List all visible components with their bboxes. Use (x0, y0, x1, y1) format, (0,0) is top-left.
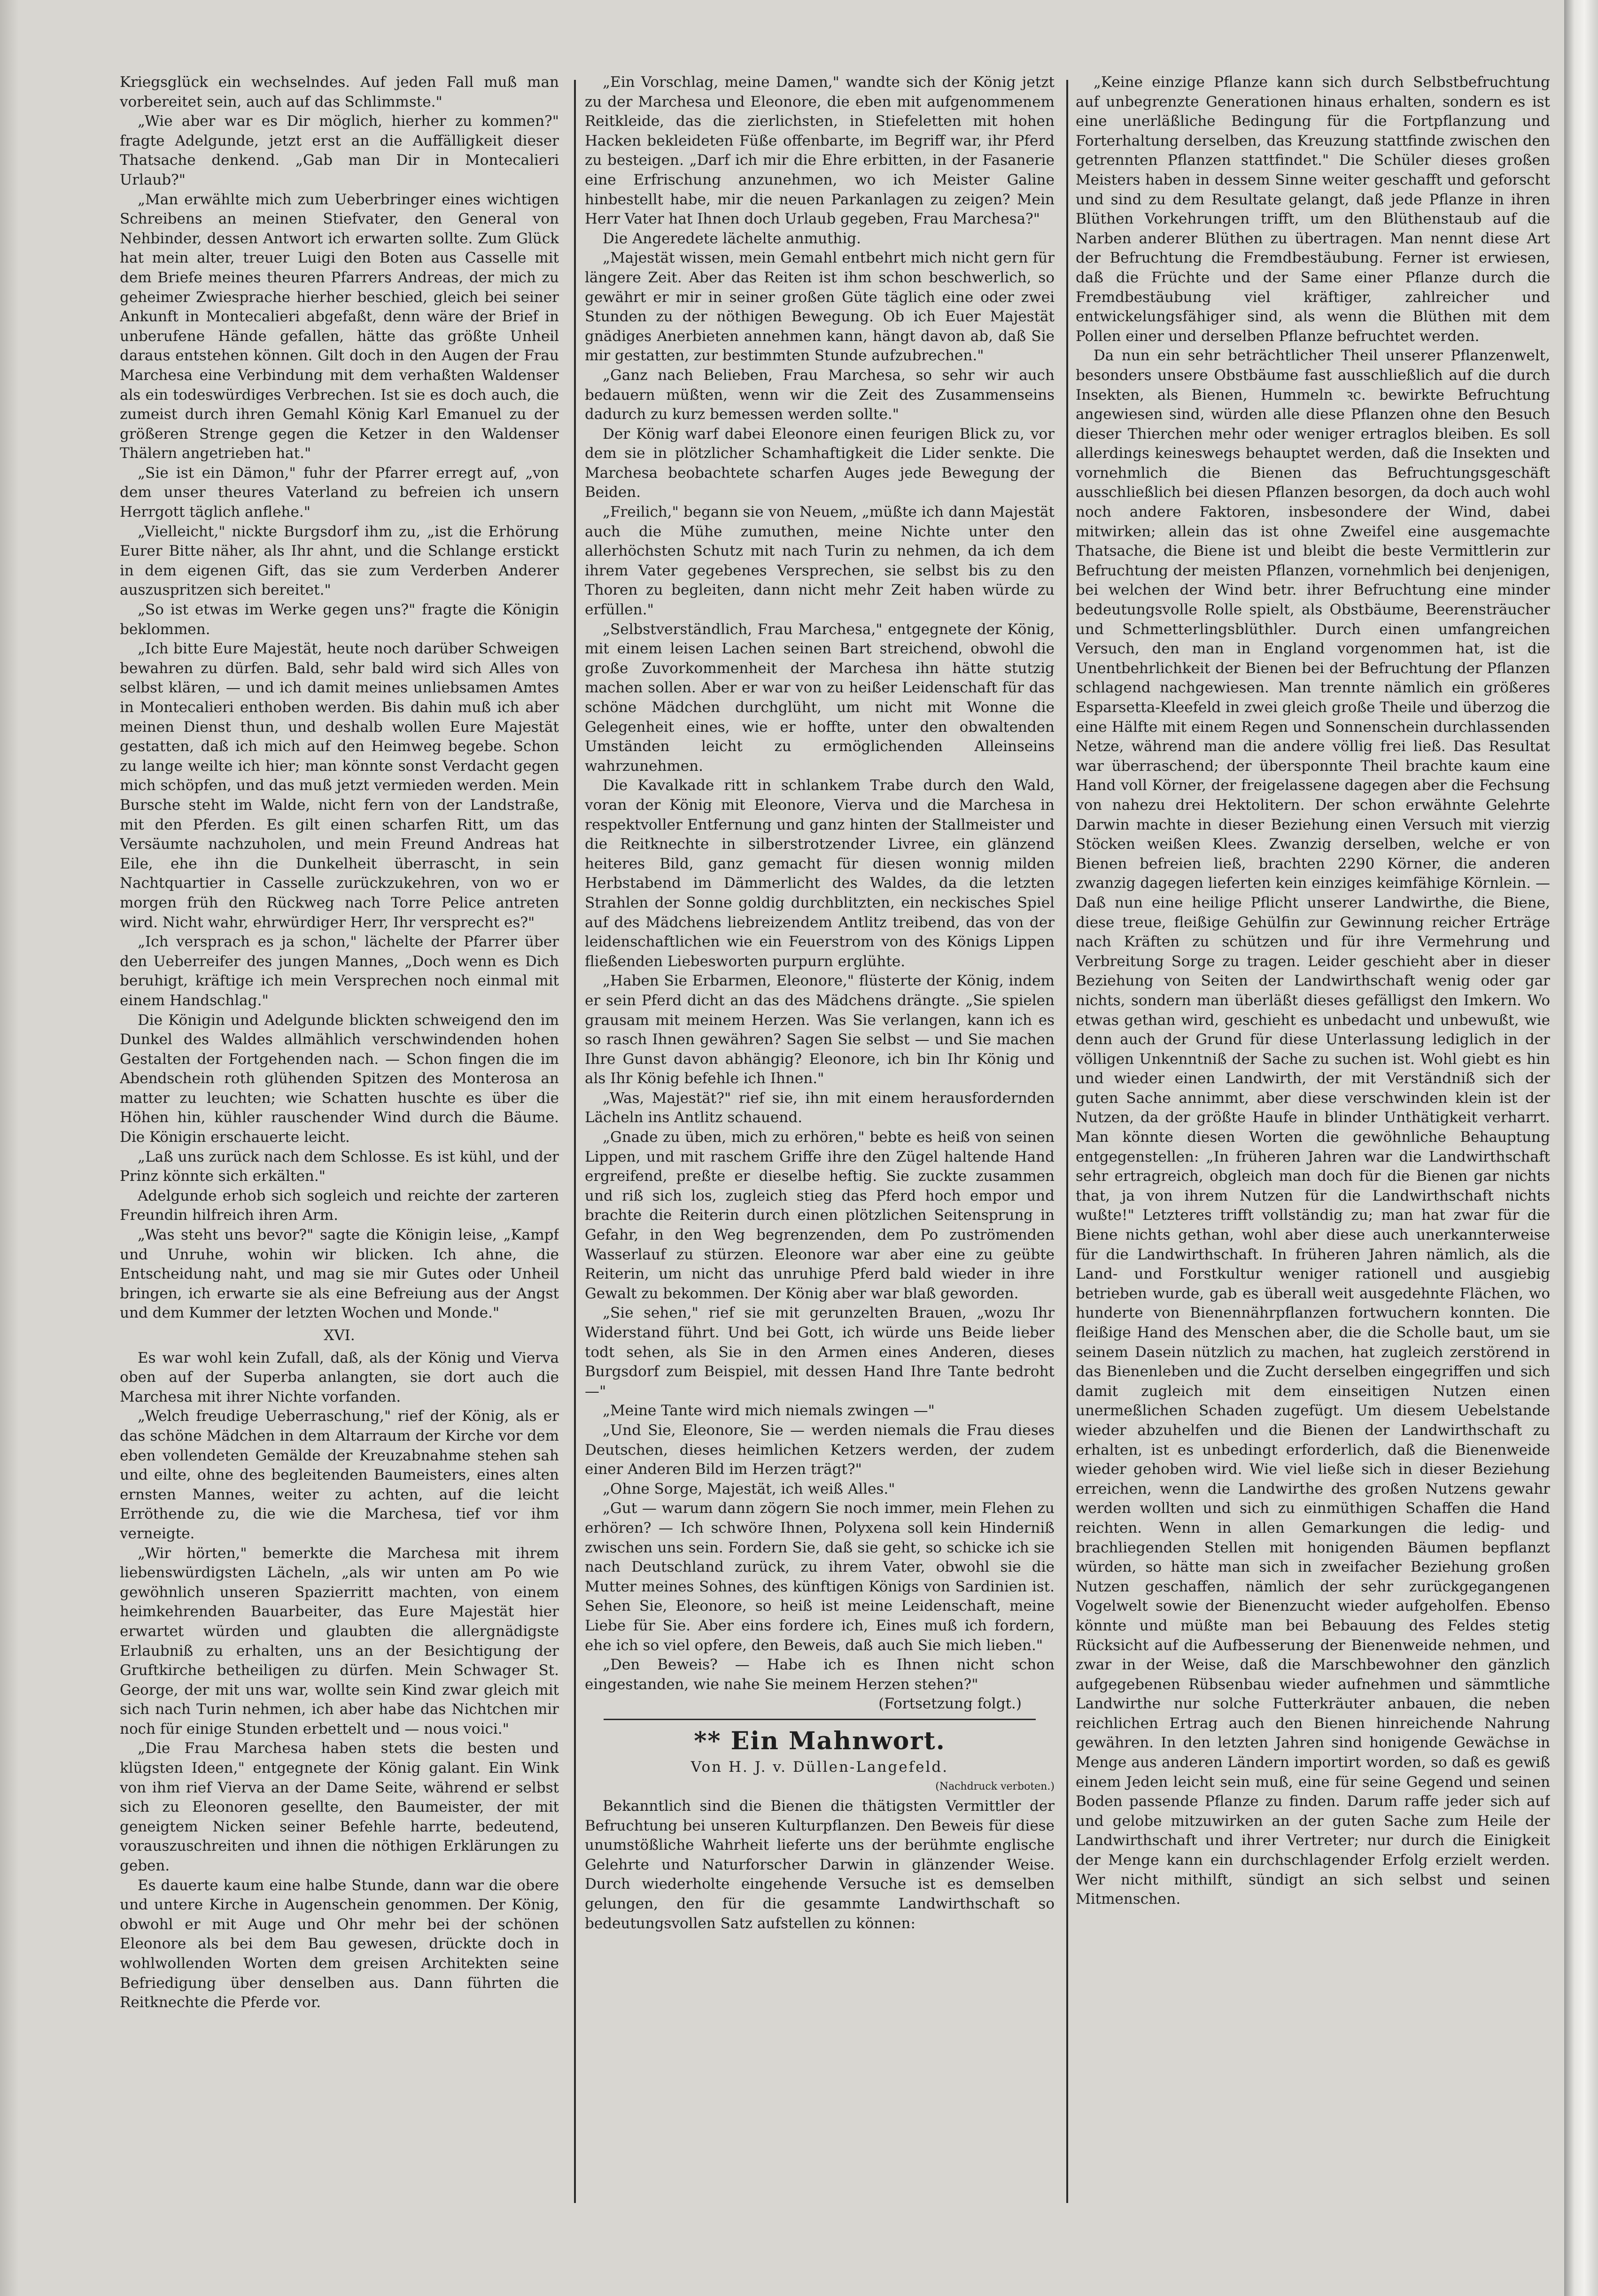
paragraph: Der König warf dabei Eleonore einen feurigen Blick zu, vor dem sie in plötzlicher Schamhaftigkeit die Lider senkte. Die Marchesa beobachtete scharfen Auges jede Bewegung der Beiden. (585, 425, 1055, 501)
paragraph: Es war wohl kein Zufall, daß, als der König und Vierva oben auf der Superba anlangten, sie dort auch die Marchesa mit ihrer Nichte vorfanden. (120, 1349, 559, 1405)
paragraph: „Den Beweis? — Habe ich es Ihnen nicht schon eingestanden, wie nahe Sie meinem Herzen stehen?" (585, 1656, 1055, 1693)
column-3 (1076, 73, 1550, 2201)
page-left-margin (0, 0, 19, 2296)
paragraph: „Man erwählte mich zum Ueberbringer eines wichtigen Schreibens an meinen Stiefvater, den General von Nehbinder, dessen Antwort ich erwarten sollte. Zum Glück hat mein alter, treuer Luigi den Boten aus Casselle mit dem Briefe meines theuren Pfarrers Andreas, der mich zu geheimer Zwiesprache hierher beschied, gleich bei seiner Ankunft in Montecalieri abgefaßt, denn wäre der Brief in unberufene Hände gefallen, hätte das größte Unheil daraus entstehen können. Gilt doch in den Augen der Frau Marchesa eine Verbindung mit dem verhaßten Waldenser als ein todeswürdiges Verbrechen. Ist sie es doch auch, die zumeist durch ihren Gemahl König Karl Emanuel zu der größeren Strenge gegen die Ketzer in den Waldenser Thälern angetrieben hat." (120, 191, 559, 462)
article-author: Von H. J. v. Düllen-Langefeld. (690, 1758, 949, 1776)
paragraph: „Ohne Sorge, Majestät, ich weiß Alles." (603, 1480, 895, 1497)
column-1 (120, 73, 559, 2201)
paragraph: „So ist etwas im Werke gegen uns?" fragte die Königin beklommen. (120, 601, 559, 638)
paragraph: Die Kavalkade ritt in schlankem Trabe durch den Wald, voran der König mit Eleonore, Vierva und die Marchesa in respektvoller Entfernung und ganz hinten der Stallmeister und die Reitknechte in silberstrotzender Livree, ein glänzend heiteres Bild, ganz gemacht für diesen wonnig milden Herbstabend im Dämmerlicht des Waldes, da die letzten Strahlen der Sonne goldig durchblitzten, ein neckisches Spiel auf des Mädchens liebreizendem Antlitz treibend, das von der leidenschaftlichen wie ein Feuerstrom von des Königs Lippen fließenden Liebesworten purpurn erglühte. (585, 777, 1055, 970)
paragraph: „Laß uns zurück nach dem Schlosse. Es ist kühl, und der Prinz könnte sich erkälten." (120, 1148, 559, 1185)
paragraph: „Wir hörten," bemerkte die Marchesa mit ihrem liebenswürdigsten Lächeln, „als wir unten am Po wie gewöhnlich unseren Spazierritt machten, von einem heimkehrenden Bauarbeiter, das Eure Majestät hier erwartet würden und glaubten die allergnädigste Erlaubniß zu erhalten, uns an der Besichtigung der Gruftkirche betheiligen zu dürfen. Mein Schwager St. George, der mit uns war, wollte sein Kind zwar gleich mit sich nach Turin nehmen, ich aber habe das Nichtchen mir noch für einige Stunden erbettelt und — nous voici." (120, 1544, 559, 1738)
paragraph: „Und Sie, Eleonore, Sie — werden niemals die Frau dieses Deutschen, dieses heimlichen Ketzers werden, der zudem einer Anderen Bild im Herzen trägt?" (585, 1421, 1055, 1478)
paragraph: „Wie aber war es Dir möglich, hierher zu kommen?" fragte Adelgunde, jetzt erst an die Auffälligkeit dieser Thatsache denkend. „Gab man Dir in Montecalieri Urlaub?" (120, 113, 559, 188)
column-rule-1 (574, 80, 576, 2203)
paragraph: „Was, Majestät?" rief sie, ihn mit einem herausfordernden Lächeln ins Antlitz schauend. (585, 1089, 1055, 1126)
paragraph: Kriegsglück ein wechselndes. Auf jeden Fall muß man vorbereitet sein, auch auf das Schlimmste." (120, 74, 559, 110)
paragraph: „Sie sehen," rief sie mit gerunzelten Brauen, „wozu Ihr Widerstand führt. Und bei Gott, ich würde uns Beide lieber todt sehen, als Sie in den Armen eines Anderen, dieses Burgsdorf zum Beispiel, mit dessen Hand Ihre Tante bedroht —" (585, 1304, 1055, 1400)
column-2 (585, 73, 1055, 2201)
paragraph: „Keine einzige Pflanze kann sich durch Selbstbefruchtung auf unbegrenzte Generationen hinaus erhalten, sondern es ist eine unerläßliche Bedingung für die Fortpflanzung und Forterhaltung derselben, das Kreuzung stattfinde zwischen den getrennten Pflanzen stattfindet." Die Schüler dieses großen Meisters haben in dessem Sinne weiter geschafft und geforscht und sind zu dem Resultate gelangt, daß jede Pflanze in ihren Blüthen Vorkehrungen trifft, um den Blüthenstaub auf die Narben anderer Blüthen zu übertragen. Man nennt diese Art der Befruchtung die Fremdbestäubung. Ferner ist erwiesen, daß die Früchte und der Same einer Pflanze durch die Fremdbestäubung viel kräftiger, zahlreicher und entwickelungsfähiger sind, als wenn die Blüthen mit dem Pollen einer und derselben Pflanze befruchtet werden. (1076, 74, 1550, 345)
paragraph: „Gut — warum dann zögern Sie noch immer, mein Flehen zu erhören? — Ich schwöre Ihnen, Polyxena soll kein Hinderniß zwischen uns sein. Fordern Sie, daß sie geht, so schicke ich sie nach Deutschland zurück, zu ihrem Vater, obwohl sie die Mutter meines Sohnes, des künftigen Königs von Sardinien ist. Sehen Sie, Eleonore, so heiß ist meine Leidenschaft, meine Liebe für Sie. Aber eins fordere ich, Eines muß ich fordern, ehe ich so viel opfere, den Beweis, daß auch Sie mich lieben." (585, 1500, 1055, 1654)
paragraph: Bekanntlich sind die Bienen die thätigsten Vermittler der Befruchtung bei unseren Kulturpflanzen. Den Beweis für diese unumstößliche Wahrheit lieferte uns der berühmte englische Gelehrte und Naturforscher Darwin in glänzender Weise. Durch wiederholte eingehende Versuche ist es demselben gelungen, den für die gesammte Landwirthschaft so bedeutungsvollen Satz aufstellen zu können: (585, 1798, 1055, 1932)
chapter-number: XVI. (324, 1327, 355, 1344)
paragraph: „Die Frau Marchesa haben stets die besten und klügsten Ideen," entgegnete der König galant. Ein Wink von ihm rief Vierva an der Dame Seite, während er selbst sich zu Eleonoren gesellte, den Baumeister, der mit geneigtem Nicken seiner Befehle harrte, bedeutend, vorauszuschreiten und ihnen die nöthigen Erklärungen zu geben. (120, 1740, 559, 1875)
paragraph: Die Angeredete lächelte anmuthig. (603, 230, 861, 247)
paragraph: „Freilich," begann sie von Neuem, „müßte ich dann Majestät auch die Mühe zumuthen, meine Nichte unter den allerhöchsten Schutz mit nach Turin zu nehmen, da ich dem ihrem Vater gegebenes Versprechen, sie selbst bis zu den Thoren zu begleiten, dann nicht mehr Zeit haben würde zu erfüllen." (585, 504, 1055, 619)
paragraph: „Vielleicht," nickte Burgsdorf ihm zu, „ist die Erhörung Eurer Bitte näher, als Ihr ahnt, und die Schlange erstickt in dem eigenen Gift, das sie zum Verderben Anderer auszuspritzen sich bereitet." (120, 523, 559, 599)
paragraph: „Majestät wissen, mein Gemahl entbehrt mich nicht gern für längere Zeit. Aber das Reiten ist ihm schon beschwerlich, so gewährt er mir in seiner großen Güte täglich eine oder zwei Stunden zu der nöthigen Bewegung. Ob ich Euer Majestät gnädiges Anerbieten annehmen kann, hängt davon ab, daß Sie mir gestatten, zur bestimmten Stunde aufzubrechen." (585, 249, 1055, 365)
paragraph: Da nun ein sehr beträchtlicher Theil unserer Pflanzenwelt, besonders unsere Obstbäume fast ausschließlich auf die durch Insekten, als Bienen, Hummeln ꝛc. bewirkte Befruchtung angewiesen sind, würden alle diese Pflanzen ohne den Besuch dieser Thierchen mehr oder weniger ertraglos bleiben. Es soll allerdings keineswegs behauptet werden, daß die Insekten und vornehmlich die Bienen das Befruchtungsgeschäft ausschließlich bei diesen Pflanzen besorgen, da doch auch wohl noch andere Faktoren, insbesondere der Wind, dabei mitwirken; allein das ist ohne Zweifel eine ausgemachte Thatsache, die Biene ist und bleibt die beste Vermittlerin zur Befruchtung der meisten Pflanzen, vornehmlich bei denjenigen, bei welchen der Wind betr. ihrer Befruchtung eine minder bedeutungsvolle Rolle spielt, als Obstbäume, Beerensträucher und Schmetterlingsblüthler. Durch einen umfangreichen Versuch, den man in England vorgenommen hat, ist die Unentbehrlichkeit der Bienen bei der Befruchtung der Pflanzen schlagend nachgewiesen. Man trennte nämlich ein größeres Esparsetta-Kleefeld in zwei gleich große Theile und überzog die eine Hälfte mit einem Regen und Sonnenschein durchlassenden Netze, während man die andere völlig frei ließ. Das Resultat war überraschend; der übersponnte Theil brachte kaum eine Hand voll Körner, der freigelassene dagegen aber die Fechsung von nahezu drei Hektolitern. Der schon erwähnte Gelehrte Darwin machte in dieser Beziehung einen Versuch mit vierzig Stöcken weißen Klees. Zwanzig derselben, welche er von Bienen befreien ließ, brachten 2290 Körner, die anderen zwanzig dagegen lieferten kein einziges keimfähige Körnlein. — Daß nun eine heilige Pflicht unserer Landwirthe, die Biene, diese treue, fleißige Gehülfin zur Gewinnung reicher Erträge nach Kräften zu schützen und für ihre Vermehrung und Verbreitung Sorge zu tragen. Leider geschieht aber in dieser Beziehung von Seiten der Landwirthschaft wenig oder gar nichts, sondern man überläßt dieses gefälligst den Imkern. Wo etwas gethan wird, geschieht es unbedacht und unbewußt, wie denn auch der Grund für diese Unterlassung lediglich in der völligen Unkenntniß der Sache zu suchen ist. Wohl giebt es hin und wieder einen Landwirth, der mit Verständniß sich der guten Sache annimmt, aber diese verschwinden klein ist der Nutzen, da der größte Haufe in blinder Unthätigkeit verharrt. Man könnte diesen Worten die gewöhnliche Behauptung entgegenstellen: „In früheren Jahren war die Landwirthschaft sehr ertragreich, obgleich man doch für die Bienen gar nichts that, ja von ihrem Nutzen für die Landwirthschaft nichts wußte!" Letzteres trifft vollständig zu; man hat zwar für die Biene nichts gethan, wohl aber diese auch unerkannterweise für die Landwirthschaft. In früheren Jahren nämlich, als die Land- und Forstkultur weniger rationell und ausgiebig betrieben wurde, gab es überall weit ausgedehnte Flächen, wo hunderte von Bienennährpflanzen fortwuchern konnten. Die fleißige Hand des Menschen aber, die die Scholle baut, um sie seinem Dasein nützlich zu machen, hat zugleich zerstörend in das Bienenleben und die Zucht derselben eingegriffen und sich damit zugleich mit dem einseitigen Nutzen einen unermeßlichen Schaden zugefügt. Um diesem Uebelstande wieder abzuhelfen und die Bienen der Landwirthschaft zu erhalten, ist es unbedingt erforderlich, daß die Bienenweide wieder gehoben wird. Wie viel ließe sich in dieser Beziehung erreichen, wenn die Landwirthe des großen Nutzens gewahr werden wollten und sich zu einmüthigen Schaffen die Hand reichten. Wenn in allen Gemarkungen die ledig- und brachliegenden Stellen mit honigenden Bäumen bepflanzt würden, so hätte man sich in zweifacher Beziehung großen Nutzen geschaffen, nämlich der sehr zurückgegangenen Vogelwelt sowie der Bienenzucht wieder aufgeholfen. Ebenso könnte und müßte man bei Bebauung des Feldes stetig Rücksicht auf die Aufbesserung der Bienenweide nehmen, und zwar in der Weise, daß die Marschbewohner den gänzlich aufgegebenen Rübsenbau wieder aufnehmen und sämmtliche Landwirthe nur solche Futterkräuter anbauen, die neben reichlichen Ertrag auch den Bienen hinreichende Nahrung gewähren. In den letzten Jahren sind honigende Gewächse in Menge aus anderen Ländern importirt worden, so daß es gewiß einem Jeden leicht sein muß, eine für seine Gegend und seinen Boden passende Pflanze zu finden. Darum raffe jeder sich auf und gelobe mitzuwirken an der guten Sache zum Heile der Landwirthschaft und ihrer Vertreter; nur durch die Einigkeit der Menge kann ein durchschlagender Erfolg erzielt werden. Wer nicht mithilft, sündigt an sich selbst und seinen Mitmenschen. (1076, 347, 1550, 1908)
paragraph: „Welch freudige Ueberraschung," rief der König, als er das schöne Mädchen in dem Altarraum der Kirche vor dem eben vollendeten Gemälde der Kreuzabnahme stehen sah und eilte, ohne des begleitenden Baumeisters, eines alten ernsten Mannes, weiter zu achten, auf die leicht Erröthende zu, die wie die Marchesa, tief vor ihm verneigte. (120, 1408, 559, 1542)
section-divider (604, 1719, 1036, 1720)
paragraph: „Was steht uns bevor?" sagte die Königin leise, „Kampf und Unruhe, wohin wir blicken. Ich ahne, die Entscheidung naht, und mag sie mir Gutes oder Unheil bringen, ich erwarte sie als eine Befreiung aus der Angst und dem Kummer der letzten Wochen und Monde." (120, 1226, 559, 1322)
reprint-note: (Nachdruck verboten.) (935, 1781, 1055, 1793)
paragraph: „Meine Tante wird mich niemals zwingen —" (603, 1402, 935, 1419)
paragraph: „Sie ist ein Dämon," fuhr der Pfarrer erregt auf, „von dem unser theures Vaterland zu befreien ich unsern Herrgott täglich anflehe." (120, 464, 559, 521)
paragraph: „Ich bitte Eure Majestät, heute noch darüber Schweigen bewahren zu dürfen. Bald, sehr bald wird sich Alles von selbst klären, — und ich damit meines unliebsamen Amtes in Montecalieri enthoben werden. Bis dahin muß ich aber meinen Dienst thun, und deshalb wollen Eure Majestät gestatten, daß ich mich auf den Heimweg begebe. Schon zu lange weilte ich hier; man könnte sonst Verdacht gegen mich schöpfen, und das muß jetzt vermieden werden. Mein Bursche steht im Walde, nicht fern von der Landstraße, mit den Pferden. Es gilt einen scharfen Ritt, um das Versäumte nachzuholen, und mein Freund Andreas hat Eile, ehe ihn die Dunkelheit überrascht, in sein Nachtquartier in Casselle zurückzukehren, von wo er morgen früh den Rückweg nach Torre Pelice antreten wird. Nicht wahr, ehrwürdiger Herr, Ihr versprecht es?" (120, 640, 559, 931)
article-title: ** Ein Mahnwort. (694, 1726, 946, 1755)
paragraph: „Haben Sie Erbarmen, Eleonore," flüsterte der König, indem er sein Pferd dicht an das des Mädchens drängte. „Sie spielen grausam mit meinem Herzen. Was Sie verlangen, kann ich es so rasch Ihnen gewähren? Sagen Sie selbst — und Sie machen Ihre Gunst davon abhängig? Eleonore, ich bin Ihr König und als Ihr König befehle ich Ihnen." (585, 972, 1055, 1087)
story-continuation (585, 73, 1055, 1694)
column-rule-2 (1066, 80, 1068, 2203)
paragraph: „Selbstverständlich, Frau Marchesa," entgegnete der König, mit einem leisen Lachen seinen Bart streichend, obwohl die große Zuvorkommenheit der Marchesa ihn hätte stutzig machen sollen. Aber er war von zu heißer Leidenschaft für das schöne Mädchen durchglüht, um nicht mit Wonne die Gelegenheit eines, wie er hoffte, unter den obwaltenden Umständen leicht zu ermöglichenden Alleinseins wahrzunehmen. (585, 621, 1055, 775)
paragraph: Adelgunde erhob sich sogleich und reichte der zarteren Freundin hilfreich ihren Arm. (120, 1187, 559, 1224)
paragraph: „Ganz nach Belieben, Frau Marchesa, so sehr wir auch bedauern müßten, wenn wir die Zeit des Zusammenseins dadurch zu kurz bemessen werden sollte." (585, 366, 1055, 423)
paragraph: Die Königin und Adelgunde blickten schweigend den im Dunkel des Waldes allmählich verschwindenden hohen Gestalten der Fortgehenden nach. — Schon fingen die im Abendschein roth glühenden Spitzen des Monterosa an matter zu leuchten; wie Schatten huschte es über die Höhen hin, kühler rauschender Wind durch die Bäume. Die Königin erschauerte leicht. (120, 1011, 559, 1146)
paragraph: Es dauerte kaum eine halbe Stunde, dann war die obere und untere Kirche in Augenschein genommen. Der König, obwohl er mit Auge und Ohr mehr bei der schönen Eleonore als bei dem Bau gewesen, drückte doch in wohlwollenden Worten dem greisen Architekten seine Befriedigung über denselben aus. Dann führten die Reitknechte die Pferde vor. (120, 1877, 559, 2011)
continued-note: (Fortsetzung folgt.) (878, 1695, 1022, 1713)
paragraph: „Gnade zu üben, mich zu erhören," bebte es heiß von seinen Lippen, und mit raschem Griffe ihre den Zügel haltende Hand ergreifend, preßte er dieselbe heftig. Sie zuckte zusammen und riß sich los, zugleich stieg das Pferd hoch empor und brachte die Reiterin durch einen plötzlichen Seitensprung in Gefahr, in den Weg begrenzenden, dem Po zuströmenden Wasserlauf zu stürzen. Eleonore war aber eine zu geübte Reiterin, um nicht das unruhige Pferd bald wieder in ihre Gewalt zu bekommen. Der König aber war blaß geworden. (585, 1129, 1055, 1302)
paragraph: „Ich versprach es ja schon," lächelte der Pfarrer über den Ueberreifer des jungen Mannes, „Doch wenn es Dich beruhigt, kräftige ich mein Versprechen noch einmal mit einem Handschlag." (120, 933, 559, 1009)
paragraph: „Ein Vorschlag, meine Damen," wandte sich der König jetzt zu der Marchesa und Eleonore, die eben mit aufgenommenem Reitkleide, das die zierlichsten, in Stiefeletten mit hohen Hacken bekleideten Füße offenbarte, im Begriff war, ihr Pferd zu besteigen. „Darf ich mir die Ehre erbitten, in der Fasanerie eine Erfrischung anzunehmen, wo ich Meister Galine hinbestellt habe, mir die neuen Parkanlagen zu zeigen? Mein Herr Vater hat Ihnen doch Urlaub gegeben, Frau Marchesa?" (585, 74, 1055, 228)
page-right-edge (1564, 0, 1598, 2296)
article-body (585, 1797, 1055, 1933)
